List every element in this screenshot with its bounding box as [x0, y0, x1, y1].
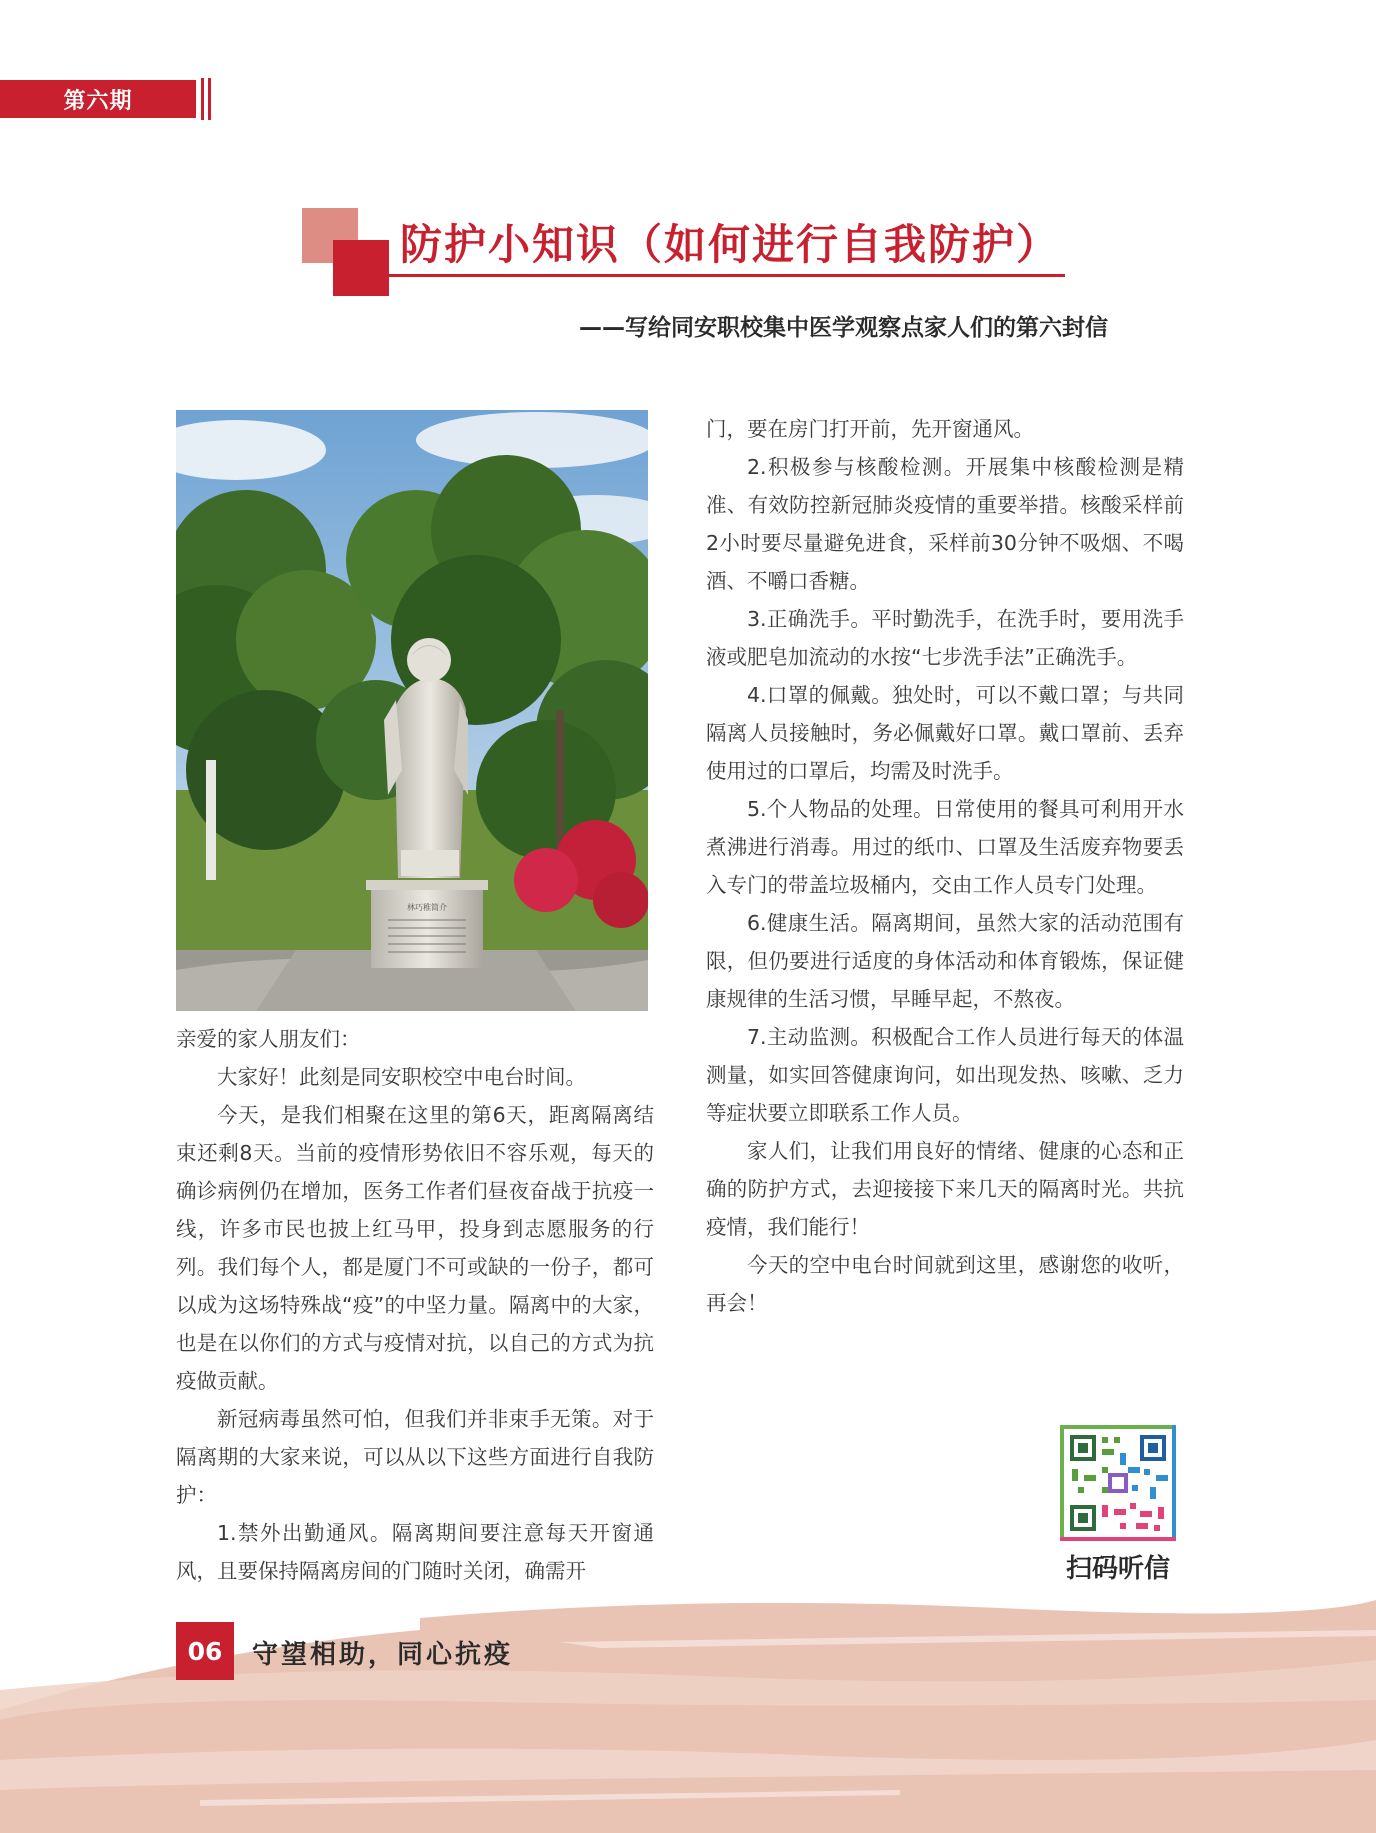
paragraph: 5.个人物品的处理。日常使用的餐具可利用开水煮沸进行消毒。用过的纸巾、口罩及生活废弃物要丢入专门的带盖垃圾桶内，交由工作人员专门处理。 — [706, 797, 1184, 897]
greeting: 亲爱的家人朋友们： — [176, 1027, 361, 1051]
qr-label: 扫码听信 — [1065, 1554, 1170, 1584]
paragraph: 家人们，让我们用良好的情绪、健康的心态和正确的防护方式，去迎接接下来几天的隔离时光。共抗疫情，我们能行！ — [706, 1139, 1184, 1239]
paragraph: 6.健康生活。隔离期间，虽然大家的活动范围有限，但仍要进行适度的身体活动和体育锻炼，保证健康规律的生活习惯，早睡早起，不熬夜。 — [706, 911, 1184, 1011]
page-number: 06 — [176, 1622, 234, 1680]
statue-photo — [176, 410, 648, 1011]
issue-tab-bars — [201, 78, 211, 120]
article-left-column — [176, 1020, 654, 1590]
title-underline — [389, 274, 1065, 277]
statue-plaque-title: 林巧稚简介 — [407, 903, 447, 912]
article-title: 防护小知识（如何进行自我防护） — [400, 220, 1061, 269]
paragraph: 2.积极参与核酸检测。开展集中核酸检测是精准、有效防控新冠肺炎疫情的重要举措。核酸采样前2小时要尽量避免进食，采样前30分钟不吸烟、不喝酒、不嚼口香糖。 — [706, 455, 1184, 593]
footer-slogan: 守望相助，同心抗疫 — [252, 1640, 514, 1670]
paragraph: 今天，是我们相聚在这里的第6天，距离隔离结束还剩8天。当前的疫情形势依旧不容乐观，每天的确诊病例仍在增加，医务工作者们昼夜奋战于抗疫一线，许多市民也披上红马甲，投身到志愿服务的行列。我们每个人，都是厦门不可或缺的一份子，都可以成为这场特殊战“疫”的中坚力量。隔离中的大家，也是在以你们的方式与疫情对抗，以自己的方式为抗疫做贡献。 — [176, 1103, 654, 1393]
paragraph: 1.禁外出勤通风。隔离期间要注意每天开窗通风，且要保持隔离房间的门随时关闭，确需开 — [176, 1521, 654, 1583]
paragraph: 今天的空中电台时间就到这里，感谢您的收听，再会！ — [706, 1253, 1184, 1315]
paragraph: 4.口罩的佩戴。独处时，可以不戴口罩；与共同隔离人员接触时，务必佩戴好口罩。戴口罩前、丢弃使用过的口罩后，均需及时洗手。 — [706, 683, 1184, 783]
issue-tab: 第六期 — [0, 80, 196, 118]
qr-code[interactable] — [1058, 1423, 1178, 1543]
paragraph: 门，要在房门打开前，先开窗通风。 — [706, 417, 1034, 441]
statue-photo-illustration — [176, 410, 648, 1011]
paragraph: 7.主动监测。积极配合工作人员进行每天的体温测量，如实回答健康询问，如出现发热、咳嗽、乏力等症状要立即联系工作人员。 — [706, 1025, 1184, 1125]
paragraph: 大家好！此刻是同安职校空中电台时间。 — [217, 1065, 586, 1089]
title-decor-square-red — [333, 240, 389, 296]
paragraph: 3.正确洗手。平时勤洗手，在洗手时，要用洗手液或肥皂加流动的水按“七步洗手法”正确洗手。 — [706, 607, 1184, 669]
paragraph: 新冠病毒虽然可怕，但我们并非束手无策。对于隔离期的大家来说，可以从以下这些方面进行自我防护： — [176, 1407, 654, 1507]
article-subtitle: ——写给同安职校集中医学观察点家人们的第六封信 — [579, 315, 1108, 341]
article-right-column — [706, 410, 1184, 1322]
